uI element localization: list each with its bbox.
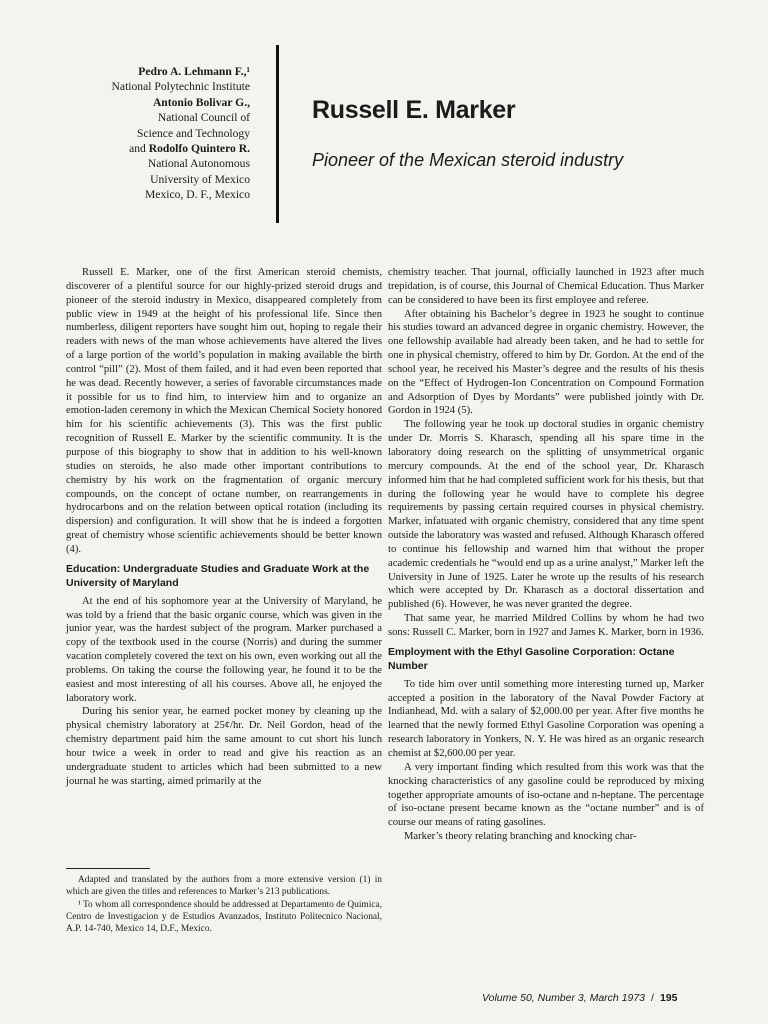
body-paragraph: To tide him over until something more interesting turned up, Marker accepted a position in the laboratory of the Naval Powder Factory at Indianhead, Md. with a salary of $2,000.00 per year. After five months he learned that the newly formed Ethyl Gasoline Corporation was opening a research laboratory in Yonkers, N. Y. He was hired as an organic research chemist at $2,600.00 per year. xyxy=(388,678,704,759)
author-block xyxy=(60,64,250,203)
left-column xyxy=(66,266,382,789)
author-affiliation: National Autonomous xyxy=(147,157,250,171)
footnote: ¹ To whom all correspondence should be addressed at Departamento de Quimica, Centro de Investigacion y de Estudios Avanzados, Instituto Politecnico Nacional, A.P. 14-740, Mexico 14, D.F., Mexico. xyxy=(66,899,382,935)
body-paragraph: That same year, he married Mildred Collins by whom he had two sons: Russell C. Marker, born in 1927 and James K. Marker, born in 1936. xyxy=(388,613,704,638)
article-title: Russell E. Marker xyxy=(312,96,516,124)
section-heading-employment: Employment with the Ethyl Gasoline Corporation: Octane Number xyxy=(388,645,675,672)
intro-paragraph: Russell E. Marker, one of the first American steroid chemists, discoverer of a plentiful source for our highly-prized steroid drugs and pioneer of the steroid industry in Mexico, disappeared completely from public view in 1949 at the height of his professional life. Since then numberless, diligent reporters have sought him out, hoping to regale their readers with news of the man whose achievements have altered the lives of a large portion of the world’s population in making available the birth control “pill” (2). Most of them failed, and it had even been reported that he was dead. Recently however, a series of favorable circumstances made it possible for us to find him, to interview him and to organize an emotion-laden ceremony in which the Mexican Chemical Society honored him for his scientific achievements (3). This was the first public recognition of Russell E. Marker by the scientific community. It is the purpose of this biography to show that in addition to his well-known studies on steroids, he also made other important contributions to chemistry by his work on the fragmentation of organic mercury compounds, on the concept of octane number, on rearrangements in hydrocarbons and on the relation between optical rotation (including its dispersion) and configuration. It will show that he is indeed a forgotten great of chemistry whose scientific achievements should be better known (4). xyxy=(66,267,382,555)
author-affiliation: National Council of xyxy=(157,111,250,125)
author-name: Pedro A. Lehmann F.,¹ xyxy=(138,65,250,78)
body-paragraph: At the end of his sophomore year at the University of Maryland, he was told by a friend that the basic organic course, which was given in the junior year, was the hardest subject of the program. Marker purchased a copy of the textbook used in the course (Norris) and during the summer vacation completely covered the text on his own, even working out all the problems. On taking the course the following year, he found it to be the easiest and most interesting of all his courses. Above all, he enjoyed the laboratory work. xyxy=(66,595,382,704)
journal-issue: Volume 50, Number 3, March 1973 xyxy=(482,992,646,1004)
body-paragraph: Marker’s theory relating branching and knocking char- xyxy=(404,831,637,843)
page-footer xyxy=(482,992,677,1004)
author-name: Rodolfo Quintero R. xyxy=(148,142,250,156)
author-affiliation: University of Mexico xyxy=(150,172,250,186)
footnote-divider xyxy=(66,868,150,869)
body-paragraph: During his senior year, he earned pocket money by cleaning up the physical chemistry laboratory at 25¢/hr. Dr. Neil Gordon, head of the chemistry department paid him the same amount to cut short his lunch hour twice a week in order to read and give his reaction as an undergraduate student to articles which had been submitted to a new journal he was starting, aimed primarily at the xyxy=(66,706,382,787)
body-paragraph: chemistry teacher. That journal, officially launched in 1923 after much trepidation, is of course, this Journal of Chemical Education. Thus Marker can be considered to have been its first employee and referee. xyxy=(388,267,704,306)
body-paragraph: A very important finding which resulted from this work was that the knocking characteristics of any gasoline could be reproduced by mixing together appropriate amounts of iso-octane and n-heptane. The percentage of iso-octane present became known as the “octane number” and is of course our means of rating gasolines. xyxy=(388,761,704,829)
page-number: 195 xyxy=(659,992,678,1004)
section-heading-education: Education: Undergraduate Studies and Graduate Work at the University of Maryland xyxy=(66,562,370,589)
header-divider xyxy=(276,45,279,223)
body-paragraph: After obtaining his Bachelor’s degree in 1923 he sought to continue his studies toward an advanced degree in organic chemistry. However, the one fellowship available had already been taken, and he had to settle for one in physical chemistry, offered to him by Dr. Gordon. At the end of the school year, he received his Master’s degree and the results of his thesis on the “Effect of Hydrogen-Ion Concentration on Compound Formation and Adsorption of Dyes by Mordants” were published jointly with Dr. Gordon in 1924 (5). xyxy=(388,308,704,417)
author-affiliation: National Polytechnic Institute xyxy=(111,80,250,94)
footnotes xyxy=(66,874,382,935)
body-paragraph: The following year he took up doctoral studies in organic chemistry under Dr. Morris S. Kharasch, spending all his spare time in the laboratory doing research on the splitting of unsymmetrical organic mercury compounds. At the end of the school year, Dr. Kharasch informed him that he had completed sufficient work for his thesis, but that during the following year he would have to complete his degree requirements by passing certain required courses in physical chemistry. Marker, infatuated with organic chemistry, considered that any time spent outside the laboratory was wasted and refused. Although Kharasch offered to continue his fellowship and warned him that without the proper academic credentials he “would end up as a urine analyst,” Marker left the University in June of 1925. Later he wrote up the results of his research which were accepted by Dr. Kharasch as a doctoral dissertation and published (6). However, he was never granted the degree. xyxy=(388,419,704,611)
right-column xyxy=(388,266,704,844)
author-affiliation: Mexico, D. F., Mexico xyxy=(144,188,250,202)
author-affiliation: Science and Technology xyxy=(137,126,250,140)
author-prefix: and xyxy=(129,142,149,156)
article-subtitle: Pioneer of the Mexican steroid industry xyxy=(312,150,624,170)
footnote: Adapted and translated by the authors from a more extensive version (1) in which are given the titles and references to Marker’s 213 publications. xyxy=(66,875,382,898)
author-name: Antonio Bolivar G., xyxy=(152,95,250,109)
footer-separator: / xyxy=(651,992,654,1004)
